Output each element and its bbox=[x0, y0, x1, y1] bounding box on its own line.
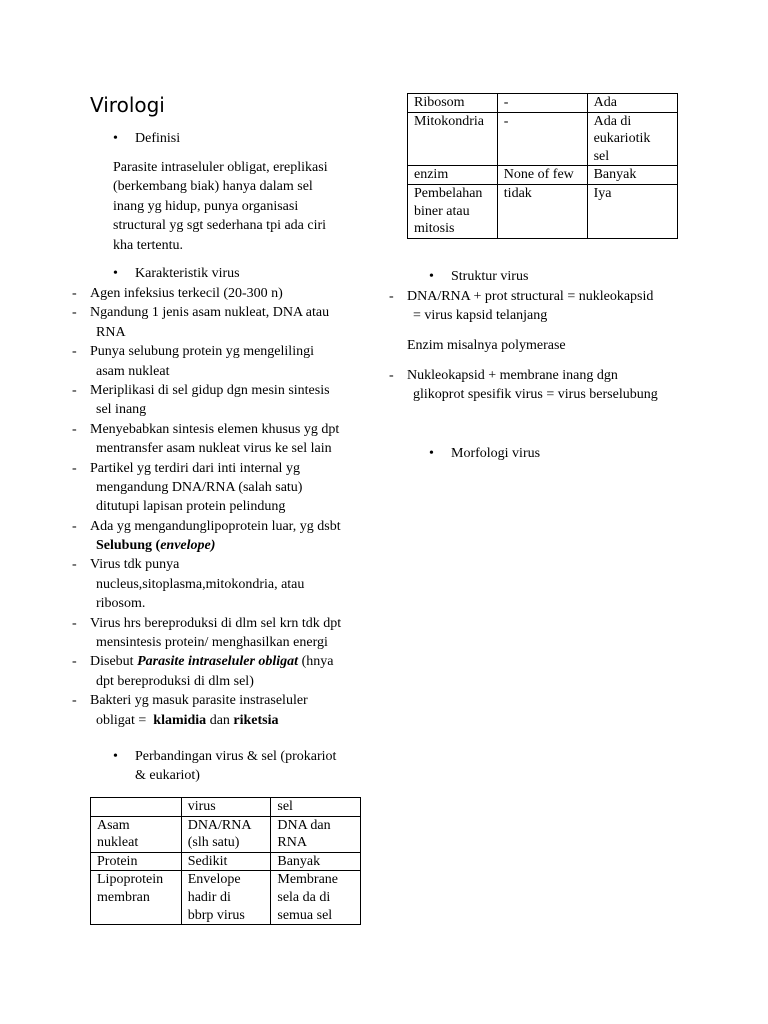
list-item bbox=[72, 342, 341, 381]
text-line: mengandung DNA/RNA (salah satu) bbox=[96, 479, 303, 495]
cell-line: DNA/RNA bbox=[187, 817, 252, 833]
dash-marker: - bbox=[72, 518, 77, 534]
cell-line: None of few bbox=[503, 167, 574, 183]
table-cell bbox=[91, 798, 182, 817]
table-cell bbox=[408, 184, 498, 238]
dash-marker: - bbox=[72, 557, 77, 573]
morfologi-heading: Morfologi virus bbox=[451, 446, 541, 461]
list-item bbox=[72, 420, 341, 459]
dan-text: dan bbox=[206, 712, 234, 728]
table-cell bbox=[497, 94, 587, 113]
cell-line bbox=[97, 798, 175, 816]
dash-marker: - bbox=[72, 286, 77, 301]
text-line: inang yg hidup, punya organisasi bbox=[113, 198, 299, 214]
list-item bbox=[72, 303, 341, 342]
list-item bbox=[389, 366, 658, 405]
text-line: Bakteri yg masuk parasite instraseluler bbox=[90, 693, 308, 709]
bullet-icon: • bbox=[113, 131, 118, 146]
text-line: DNA/RNA + prot structural = nukleokapsid bbox=[407, 289, 654, 304]
text-line: Parasite intraseluler obligat, ereplikasi bbox=[113, 160, 328, 175]
text-line: dpt bereproduksi di dlm sel) bbox=[96, 673, 254, 689]
karakteristik-list bbox=[72, 284, 341, 730]
text-line: & eukariot) bbox=[135, 768, 200, 784]
cell-line: membran bbox=[97, 889, 150, 905]
table-cell bbox=[497, 184, 587, 238]
list-item bbox=[72, 652, 341, 691]
cell-line: - bbox=[503, 95, 509, 110]
dash-marker: - bbox=[72, 344, 77, 360]
text-line bbox=[72, 536, 341, 555]
text-line: kha tertentu. bbox=[113, 237, 183, 253]
enzim-note bbox=[407, 336, 566, 355]
table-cell bbox=[271, 816, 361, 852]
table-cell bbox=[91, 852, 182, 871]
cell-line: Iya bbox=[593, 185, 612, 201]
text-line: Ngandung 1 jenis asam nukleat, DNA atau bbox=[90, 305, 330, 321]
cell-line: bbrp virus bbox=[187, 907, 245, 923]
text-line: = virus kapsid telanjang bbox=[413, 308, 548, 324]
table-cell bbox=[271, 798, 361, 817]
cell-line: Mitokondria bbox=[414, 113, 484, 129]
text-line: Partikel yg terdiri dari inti internal yg bbox=[90, 460, 300, 476]
definisi-paragraph bbox=[113, 158, 328, 255]
dash-marker: - bbox=[72, 382, 77, 398]
cell-line: mitosis bbox=[414, 221, 455, 237]
text-line: Punya selubung protein yg mengelilingi bbox=[90, 344, 314, 360]
text-line: Virus hrs bereproduksi di dlm sel krn tdk dpt bbox=[90, 615, 342, 631]
table-cell bbox=[181, 798, 271, 817]
text-line: Nukleokapsid + membrane inang dgn bbox=[407, 368, 618, 383]
table-row bbox=[91, 852, 361, 871]
list-item bbox=[72, 555, 341, 613]
dash-marker: - bbox=[389, 368, 394, 383]
text-line: RNA bbox=[96, 324, 126, 340]
list-item bbox=[72, 614, 341, 653]
text-line: ditutupi lapisan protein pelindung bbox=[96, 499, 286, 515]
table-cell bbox=[408, 94, 498, 113]
cell-line: Ada bbox=[593, 95, 617, 110]
text-line: Perbandingan virus & sel (prokariot bbox=[135, 749, 337, 764]
cell-line: Lipoprotein bbox=[97, 872, 164, 888]
karakteristik-heading: Karakteristik virus bbox=[135, 266, 240, 281]
table-cell bbox=[408, 112, 498, 166]
cell-line: Banyak bbox=[277, 853, 321, 869]
comparison-table bbox=[90, 797, 361, 925]
table-cell bbox=[181, 871, 271, 925]
table-row bbox=[91, 798, 361, 817]
cell-line: Asam bbox=[97, 817, 130, 833]
table-cell bbox=[497, 112, 587, 166]
list-item bbox=[72, 381, 341, 420]
text-line: glikoprot spesifik virus = virus berselubung bbox=[413, 387, 658, 403]
text-line: Enzim misalnya polymerase bbox=[407, 338, 566, 353]
text-line: nucleus,sitoplasma,mitokondria, atau bbox=[96, 576, 305, 592]
table-cell bbox=[587, 184, 677, 238]
table-row bbox=[408, 112, 678, 166]
riketsia-bold: riketsia bbox=[233, 712, 279, 728]
parasite-obligat-bold: Parasite intraseluler obligat bbox=[137, 654, 299, 670]
cell-line: Sedikit bbox=[187, 853, 228, 869]
disebut-rest: (hnya bbox=[298, 654, 334, 670]
table-cell bbox=[271, 852, 361, 871]
text-line: structural yg sgt sederhana tpi ada ciri bbox=[113, 218, 327, 234]
struktur-list-2 bbox=[389, 366, 658, 405]
text-line: ribosom. bbox=[96, 596, 146, 612]
dash-marker: - bbox=[72, 460, 77, 476]
bullet-icon: • bbox=[113, 266, 118, 281]
table-cell bbox=[587, 166, 677, 185]
list-item bbox=[72, 517, 341, 556]
table-cell bbox=[587, 112, 677, 166]
cell-line: RNA bbox=[277, 835, 307, 851]
dash-marker: - bbox=[72, 693, 77, 709]
table-cell bbox=[91, 816, 182, 852]
cell-line: Banyak bbox=[593, 167, 637, 183]
cell-line: Ribosom bbox=[414, 95, 465, 110]
disebut-text: Disebut bbox=[90, 654, 138, 670]
table-cell bbox=[408, 166, 498, 185]
cell-line: DNA dan bbox=[277, 817, 331, 833]
table-row bbox=[408, 184, 678, 238]
cell-line: Envelope bbox=[187, 872, 241, 888]
text-line bbox=[72, 652, 341, 671]
text-line: Ada yg mengandunglipoprotein luar, yg dsbt bbox=[90, 518, 341, 534]
cell-line: sela da di bbox=[277, 889, 331, 905]
cell-line: biner atau bbox=[414, 203, 470, 219]
cell-line: - bbox=[503, 113, 509, 129]
cell-line: semua sel bbox=[277, 907, 333, 923]
cell-line: sel bbox=[277, 799, 293, 814]
klamidia-bold: klamidia bbox=[153, 712, 207, 728]
perbandingan-heading bbox=[135, 747, 336, 786]
list-item bbox=[72, 459, 341, 517]
text-line: asam nukleat bbox=[96, 363, 170, 379]
cell-line: virus bbox=[187, 799, 216, 814]
dash-marker: - bbox=[389, 289, 394, 304]
table-cell bbox=[181, 852, 271, 871]
table-row bbox=[91, 816, 361, 852]
table-cell bbox=[587, 94, 677, 113]
table-row bbox=[408, 166, 678, 185]
struktur-heading: Struktur virus bbox=[451, 269, 529, 284]
cell-line: eukariotik bbox=[593, 131, 651, 147]
text-line: Agen infeksius terkecil (20-300 n) bbox=[90, 286, 283, 301]
dash-marker: - bbox=[72, 305, 77, 321]
text-line: mensintesis protein/ menghasilkan energi bbox=[96, 635, 328, 651]
cell-line: nukleat bbox=[97, 835, 139, 851]
text-line: Menyebabkan sintesis elemen khusus yg dpt bbox=[90, 421, 340, 437]
cell-line: sel bbox=[593, 148, 610, 164]
dash-marker: - bbox=[72, 654, 77, 670]
dash-marker: - bbox=[72, 421, 77, 437]
dash-marker: - bbox=[72, 615, 77, 631]
text-line: Virus tdk punya bbox=[90, 557, 180, 573]
organelle-table bbox=[407, 93, 678, 239]
bullet-icon: • bbox=[113, 749, 118, 764]
cell-line: hadir di bbox=[187, 889, 231, 905]
selubung-bold: Selubung ( bbox=[96, 538, 161, 554]
cell-line: Ada di bbox=[593, 113, 632, 129]
table-row bbox=[91, 871, 361, 925]
list-item bbox=[72, 284, 341, 303]
cell-line: tidak bbox=[503, 185, 532, 201]
text-line: (berkembang biak) hanya dalam sel bbox=[113, 179, 313, 195]
table-row bbox=[408, 94, 678, 113]
cell-line: Membrane bbox=[277, 872, 339, 888]
text-line: sel inang bbox=[96, 402, 147, 418]
envelope-italic: envelope) bbox=[160, 538, 216, 554]
list-item bbox=[72, 691, 341, 730]
page-title: Virologi bbox=[90, 93, 165, 117]
cell-line: Protein bbox=[97, 853, 138, 869]
text-line: mentransfer asam nukleat virus ke sel lain bbox=[96, 441, 332, 457]
bullet-icon: • bbox=[429, 269, 434, 284]
cell-line: enzim bbox=[414, 167, 449, 183]
table-cell bbox=[91, 871, 182, 925]
text-line: Meriplikasi di sel gidup dgn mesin sintesis bbox=[90, 382, 330, 398]
table-cell bbox=[181, 816, 271, 852]
table-cell bbox=[271, 871, 361, 925]
definisi-heading: Definisi bbox=[135, 131, 181, 146]
cell-line: Pembelahan bbox=[414, 185, 483, 201]
obligat-prefix: obligat = bbox=[96, 712, 154, 728]
struktur-list bbox=[389, 287, 653, 326]
table-cell bbox=[497, 166, 587, 185]
cell-line: (slh satu) bbox=[187, 835, 240, 851]
list-item bbox=[389, 287, 653, 326]
bullet-icon: • bbox=[429, 446, 434, 461]
text-line bbox=[72, 711, 341, 730]
